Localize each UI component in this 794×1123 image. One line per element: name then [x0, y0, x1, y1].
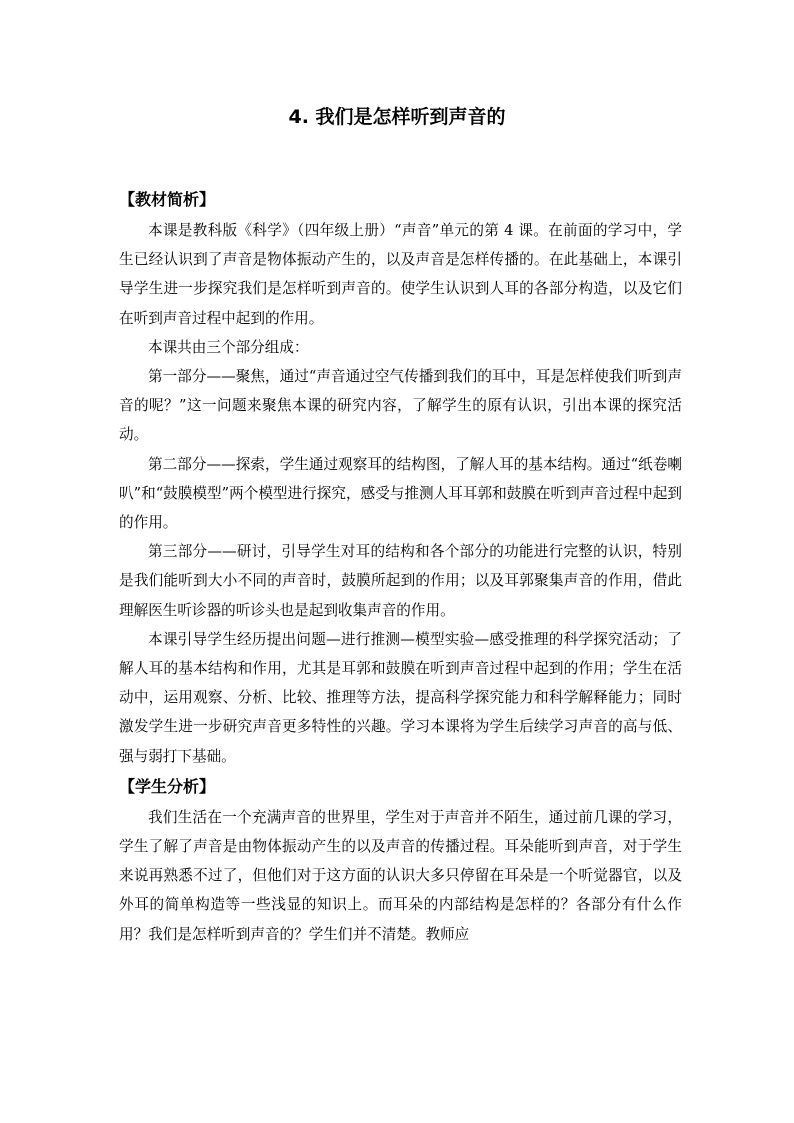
paragraph: 第一部分——聚焦，通过“声音通过空气传播到我们的耳中，耳是怎样使我们听到声音的呢？”这一问题来聚焦本课的研究内容，了解学生的原有认识，引出本课的探究活动。 — [119, 368, 682, 444]
document-title: 4. 我们是怎样听到声音的 — [288, 106, 506, 128]
paragraph: 第二部分——探索，学生通过观察耳的结构图，了解人耳的基本结构。通过“纸卷喇叭”和“鼓膜模型”两个模型进行探究，感受与推测人耳耳郭和鼓膜在听到声音过程中起到的作用。 — [119, 455, 682, 532]
paragraph: 我们生活在一个充满声音的世界里，学生对于声音并不陌生，通过前几课的学习，学生了解了声音是由物体振动产生的以及声音的传播过程。耳朵能听到声音，对于学生来说再熟悉不过了，但他们对于这方面的认识大多只停留在耳朵是一个听觉器官，以及外耳的简单构造等一些浅显的知识上。而耳朵的内部结构是怎样的？各部分有什么作用？我们是怎样听到声音的？学生们并不清楚。教师应 — [119, 808, 682, 943]
paragraph: 本课引导学生经历提出问题—进行推测—模型实验—感受推理的科学探究活动；了解人耳的基本结构和作用，尤其是耳郭和鼓膜在听到声音过程中起到的作用；学生在活动中，运用观察、分析、比较、推理等方法，提高科学探究能力和科学解释能力；同时激发学生进一步研究声音更多特性的兴趣。学习本课将为学生后续学习声音的高与低、强与弱打下基础。 — [119, 630, 682, 765]
paragraph: 第三部分——研讨，引导学生对耳的结构和各个部分的功能进行完整的认识，特别是我们能听到大小不同的声音时，鼓膜所起到的作用；以及耳郭聚集声音的作用，借此理解医生听诊器的听诊头也是起到收集声音的作用。 — [119, 543, 682, 619]
paragraph: 本课是教科版《科学》（四年级上册）“声音”单元的第 4 课。在前面的学习中，学生已经认识到了声音是物体振动产生的，以及声音是怎样传播的。在此基础上，本课引导学生进一步探究我们是怎样听到声音的。使学生认识到人耳的各部分构造，以及它们在听到声音过程中起到的作用。 — [119, 222, 682, 327]
section-heading-student-analysis: 【学生分析】 — [119, 776, 216, 796]
section-heading-textbook-analysis: 【教材简析】 — [119, 190, 216, 209]
paragraph: 本课共由三个部分组成： — [148, 338, 309, 356]
document-body — [119, 186, 682, 949]
